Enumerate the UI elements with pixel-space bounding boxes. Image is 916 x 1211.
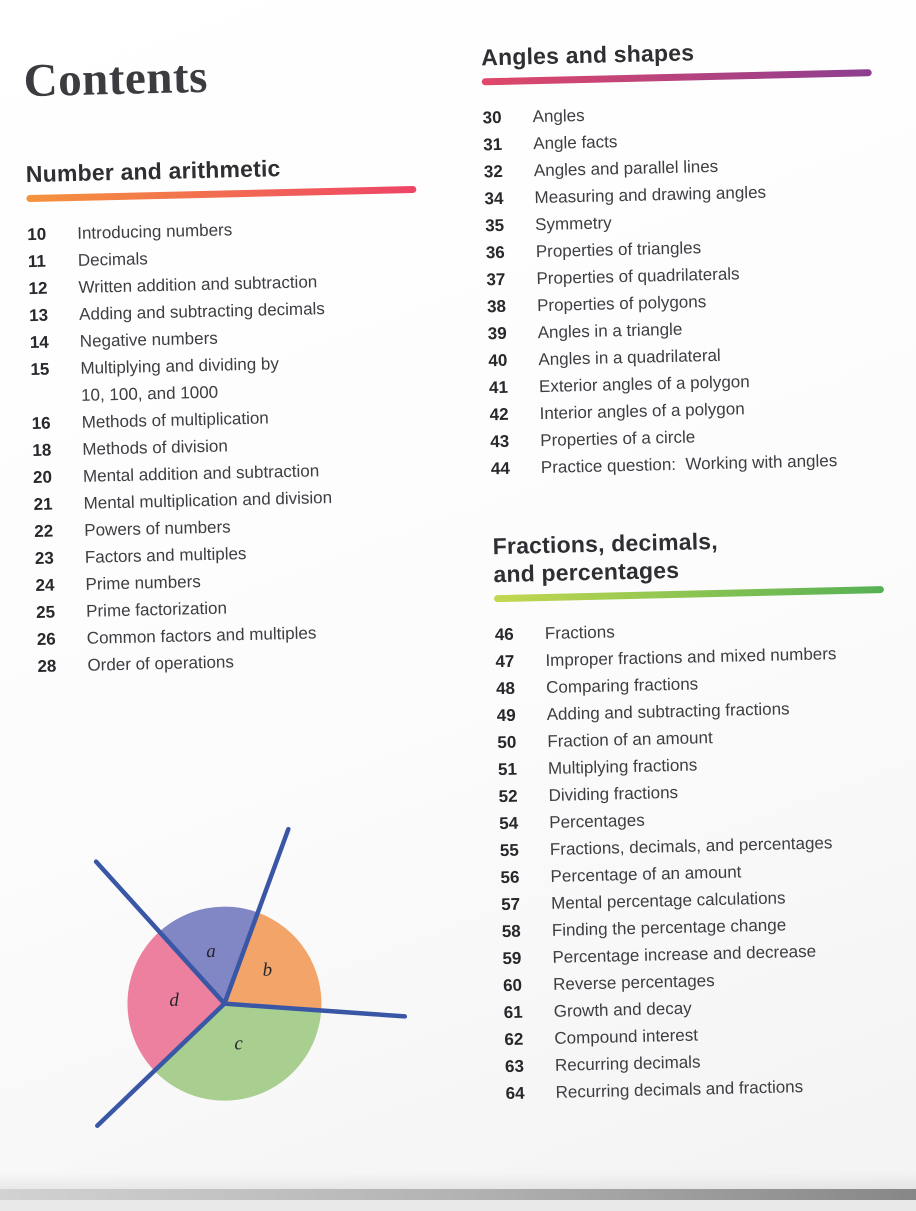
entry-title: Recurring decimals [554, 1052, 701, 1075]
entry-page-number: 38 [486, 296, 507, 317]
entry-title: Recurring decimals and fractions [555, 1077, 804, 1102]
entry-title: Practice question: Working with angles [540, 451, 838, 478]
entry-page-number: 55 [499, 840, 520, 861]
toc-entry [30, 346, 437, 410]
toc-entry-list [27, 212, 444, 680]
entry-title: Angle facts [533, 132, 618, 154]
entry-title: Properties of triangles [535, 238, 702, 262]
entry-page-number: 62 [504, 1029, 524, 1050]
page-title: Contents [23, 50, 209, 108]
entry-title: Mental addition and subtraction [82, 461, 320, 486]
entry-title: Symmetry [534, 213, 612, 235]
section-angles-and-shapes [481, 34, 897, 482]
entry-page-number: 48 [495, 678, 516, 699]
entry-page-number: 51 [497, 759, 518, 780]
entry-page-number: 21 [33, 494, 53, 515]
entry-title: Mental multiplication and division [83, 487, 333, 513]
entry-page-number: 11 [27, 251, 47, 272]
entry-title: Angles in a triangle [537, 319, 683, 343]
entry-title: Methods of division [82, 436, 229, 459]
entry-title: Percentage of an amount [550, 862, 742, 886]
entry-page-number: 63 [504, 1056, 525, 1077]
entry-title: Exterior angles of a polygon [538, 372, 750, 397]
entry-title: Dividing fractions [548, 782, 679, 805]
entry-page-number: 43 [490, 431, 510, 452]
entry-page-number: 58 [501, 921, 521, 942]
entry-page-number: 16 [31, 413, 51, 434]
entry-page-number: 32 [483, 161, 504, 182]
section-underline-bar [26, 186, 416, 202]
entry-title: Methods of multiplication [81, 408, 269, 432]
slice-label-a: a [205, 940, 216, 963]
entry-title: Multiplying and dividing by 10, 100, and 1000 [80, 354, 280, 405]
entry-title: Mental percentage calculations [550, 888, 786, 913]
toc-entry-list [495, 612, 912, 1107]
entry-title: Growth and decay [553, 998, 692, 1021]
entry-title: Common factors and multiples [86, 623, 317, 648]
entry-title: Order of operations [87, 652, 235, 675]
entry-page-number: 20 [32, 467, 53, 488]
entry-page-number: 40 [488, 350, 508, 371]
entry-title: Reverse percentages [552, 971, 715, 994]
entry-title: Decimals [77, 249, 149, 270]
entry-page-number: 44 [490, 458, 511, 479]
toc-entry-list [482, 95, 897, 482]
entry-page-number: 57 [500, 894, 521, 915]
entry-title: Adding and subtracting decimals [78, 299, 326, 324]
entry-title: Percentage increase and decrease [552, 941, 817, 967]
entry-title: Multiplying fractions [547, 755, 698, 778]
section-title: Number and arithmetic [25, 155, 281, 188]
entry-title: Written addition and subtraction [78, 272, 318, 297]
entry-title: Powers of numbers [84, 517, 231, 540]
entry-page-number: 25 [35, 602, 56, 622]
entry-page-number: 49 [496, 705, 516, 726]
entry-page-number: 64 [505, 1083, 525, 1104]
entry-page-number: 13 [28, 305, 49, 326]
entry-title: Angles in a quadrilateral [538, 345, 721, 370]
entry-title: Compound interest [554, 1025, 699, 1048]
entry-page-number: 15 [30, 359, 50, 380]
entry-title: Properties of polygons [536, 292, 707, 316]
entry-title: Comparing fractions [545, 674, 699, 697]
entry-page-number: 41 [488, 377, 509, 398]
entry-title: Interior angles of a polygon [539, 399, 745, 424]
entry-page-number: 42 [489, 404, 509, 425]
entry-page-number: 24 [35, 575, 55, 595]
entry-title: Finding the percentage change [551, 915, 787, 940]
entry-title: Angles and parallel lines [533, 156, 719, 181]
section-title: Angles and shapes [480, 39, 695, 71]
section-title: Fractions, decimals, and percentages [492, 527, 719, 588]
entry-page-number: 37 [486, 269, 506, 290]
entry-page-number: 61 [503, 1002, 523, 1023]
section-fractions-decimals-percentages [492, 523, 911, 1107]
entry-page-number: 30 [482, 107, 502, 128]
entry-page-number: 59 [502, 948, 522, 969]
entry-title: Properties of a circle [540, 427, 696, 451]
entry-page-number: 60 [502, 975, 523, 996]
entry-page-number: 28 [37, 656, 57, 676]
entry-page-number: 14 [29, 332, 49, 353]
entry-page-number: 50 [497, 732, 517, 753]
page-edge [0, 1189, 916, 1200]
entry-page-number: 35 [484, 215, 505, 236]
entry-title: Negative numbers [79, 328, 218, 351]
entry-title: Factors and multiples [84, 544, 247, 567]
entry-page-number: 54 [499, 813, 519, 834]
slice-label-b: b [262, 959, 273, 981]
entry-title: Fractions, decimals, and percentages [549, 833, 833, 859]
section-underline-bar [482, 69, 872, 85]
entry-page-number: 52 [498, 786, 518, 807]
entry-title: Properties of quadrilaterals [536, 264, 740, 289]
entry-page-number: 18 [32, 440, 52, 461]
entry-page-number: 26 [36, 629, 56, 649]
entry-page-number: 47 [495, 651, 515, 672]
entry-title: Percentages [549, 810, 645, 832]
entry-page-number: 22 [34, 521, 54, 542]
entry-title: Prime factorization [85, 598, 228, 621]
entry-page-number: 12 [28, 278, 48, 299]
entry-page-number: 23 [34, 548, 55, 569]
section-underline-bar [494, 586, 884, 602]
section-number-and-arithmetic [26, 151, 444, 680]
entry-title: Fraction of an amount [547, 728, 713, 751]
entry-page-number: 31 [483, 134, 503, 155]
entry-title: Prime numbers [85, 572, 201, 594]
pie-chart-figure [45, 811, 433, 1150]
entry-title: Adding and subtracting fractions [546, 699, 790, 724]
entry-page-number: 56 [500, 867, 520, 888]
entry-title: Fractions [544, 622, 615, 644]
entry-page-number: 46 [494, 624, 514, 645]
entry-page-number: 36 [485, 242, 505, 263]
slice-label-c: c [234, 1033, 244, 1055]
entry-title: Angles [532, 105, 585, 127]
entry-title: Improper fractions and mixed numbers [545, 644, 837, 671]
entry-page-number: 39 [487, 323, 507, 344]
entry-title: Introducing numbers [77, 220, 233, 243]
slice-label-d: d [169, 989, 180, 1011]
entry-title: Measuring and drawing angles [534, 182, 767, 208]
entry-page-number: 10 [27, 224, 47, 245]
entry-page-number: 34 [484, 188, 504, 209]
